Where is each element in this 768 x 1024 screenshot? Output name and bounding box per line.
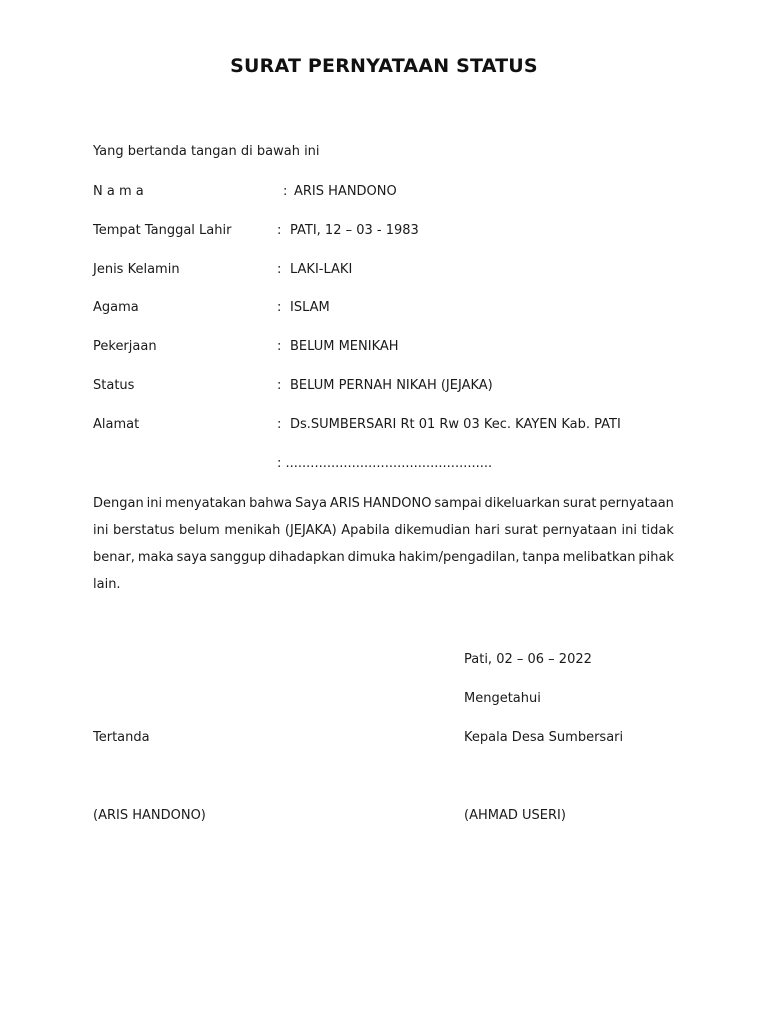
statement-line-1-text-word: Saya [295,496,327,511]
statement-line-1-text-word: HANDONO [362,496,432,511]
statement-line-4: lain. [93,577,121,592]
statement-line-3-text-word: sanggup [209,550,266,565]
statement-line-1-text-word: dikeluarkan [484,496,561,511]
statement-paragraph [93,490,674,598]
field-colon-status: : [277,378,282,393]
document-title: SURAT PERNYATAAN STATUS [230,55,538,77]
field-label-agama: Agama [93,300,139,315]
statement-line-1-text-word: pernyataan [599,496,674,511]
statement-line-1-text-word: Dengan [93,496,144,511]
statement-line-3-text-word: saya [176,550,207,565]
statement-line-3-text-word: maka [137,550,174,565]
statement-line-2-text-word: tidak [641,523,674,538]
field-value-pekerjaan: BELUM MENIKAH [290,339,399,354]
field-label-ttl: Tempat Tanggal Lahir [93,223,232,238]
field-label-alamat: Alamat [93,417,140,432]
field-colon-nama: : [283,184,288,199]
statement-line-3-text-word: benar, [93,550,135,565]
field-value-nama: ARIS HANDONO [294,184,397,199]
signature-right-name: (AHMAD USERI) [464,808,566,823]
statement-line-1-text-word: surat [563,496,597,511]
signature-left-name: (ARIS HANDONO) [93,808,206,823]
field-colon-pekerjaan: : [277,339,282,354]
field-value-alamat: Ds.SUMBERSARI Rt 01 Rw 03 Kec. KAYEN Kab. PATI [290,417,621,432]
statement-line-2-text-word: hari [474,523,500,538]
statement-line-3-text-word: dimuka [347,550,396,565]
field-label-jenis-kelamin: Jenis Kelamin [93,262,180,277]
field-label-status: Status [93,378,135,393]
statement-line-2-text-word: ini [621,523,637,538]
statement-line-2-text-word: ini [93,523,109,538]
statement-line-1-text-word: menyatakan [165,496,247,511]
statement-line-2-text-word: berstatus [112,523,175,538]
statement-line-1-text-word: bahwa [249,496,293,511]
field-value-agama: ISLAM [290,300,330,315]
statement-line-2-text-word: Apabila [341,523,390,538]
field-label-nama: N a m a [93,184,144,199]
statement-line-2-text-word: surat [504,523,538,538]
statement-line-1 [93,490,674,517]
signature-left-label: Tertanda [93,730,150,745]
statement-line-3-text-word: tanpa [522,550,560,565]
statement-line-1-text-word: ini [146,496,163,511]
statement-line-2-text-word: menikah [224,523,281,538]
statement-line-3-text-word: melibatkan [562,550,636,565]
field-colon-jenis-kelamin: : [277,262,282,277]
statement-line-1-text-word: ARIS [329,496,360,511]
statement-line-2-text-word: dikemudian [394,523,471,538]
signature-acknowledged: Mengetahui [464,691,541,706]
statement-line-2-text-word: pernyataan [542,523,617,538]
field-colon-ttl: : [277,223,282,238]
statement-line-3-text-word: dihadapkan [268,550,345,565]
statement-line-3-text-word: pihak [638,550,674,565]
field-blank-line: : .................................................. [277,456,493,471]
field-colon-alamat: : [277,417,282,432]
field-colon-agama: : [277,300,282,315]
statement-line-2 [93,517,674,544]
statement-line-3-text-word: hakim/pengadilan, [398,550,520,565]
signature-place-date: Pati, 02 – 06 – 2022 [464,652,592,667]
statement-line-2-text-word: (JEJAKA) [284,523,337,538]
field-value-ttl: PATI, 12 – 03 - 1983 [290,223,419,238]
field-value-status: BELUM PERNAH NIKAH (JEJAKA) [290,378,493,393]
statement-line-3 [93,544,674,571]
statement-line-1-text-word: sampai [434,496,482,511]
statement-line-2-text-word: belum [179,523,220,538]
signature-right-label: Kepala Desa Sumbersari [464,730,624,745]
field-label-pekerjaan: Pekerjaan [93,339,157,354]
intro-text: Yang bertanda tangan di bawah ini [93,144,320,159]
field-value-jenis-kelamin: LAKI-LAKI [290,262,353,277]
